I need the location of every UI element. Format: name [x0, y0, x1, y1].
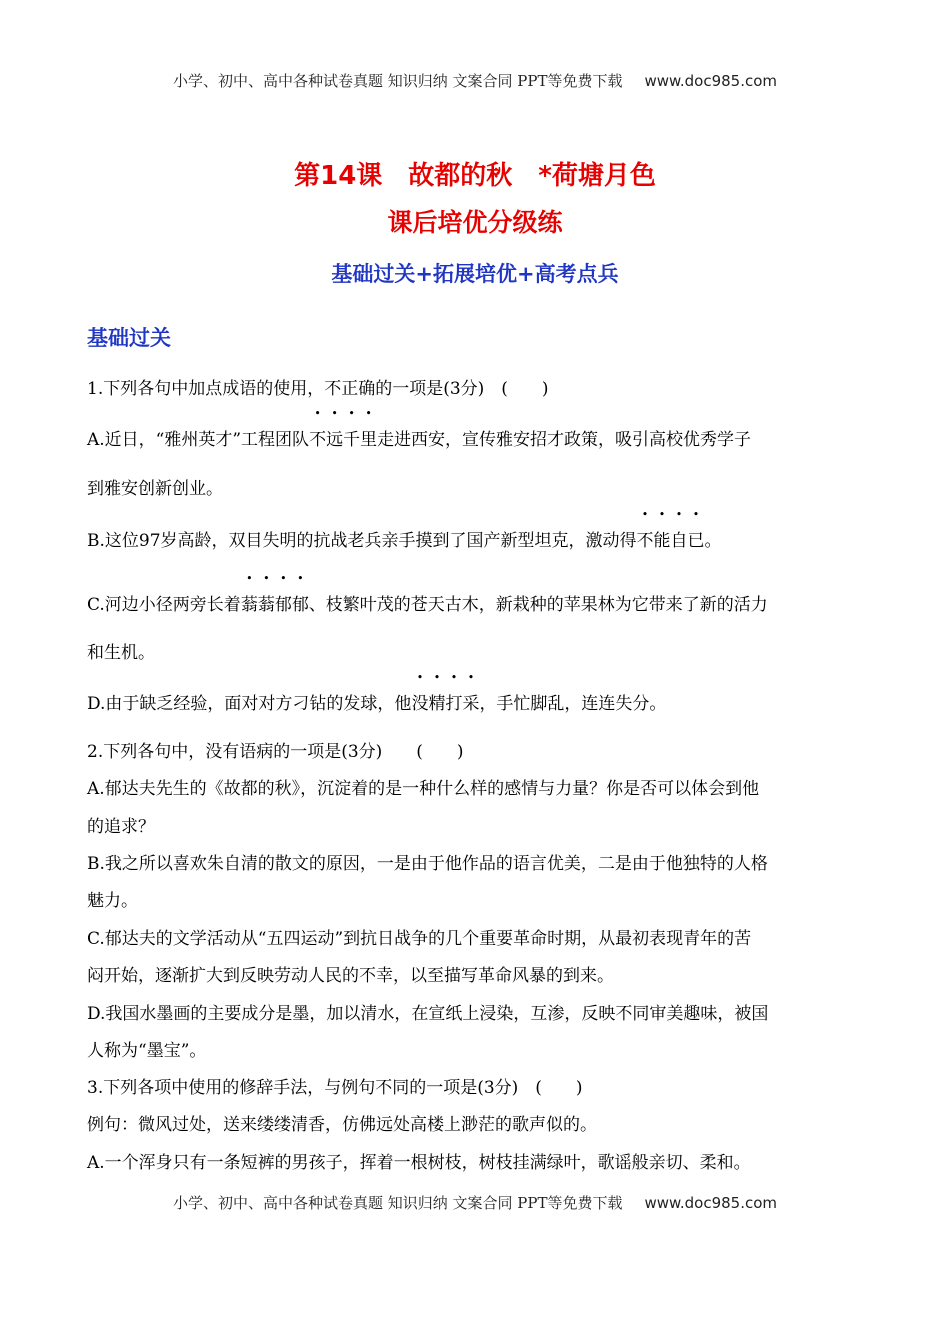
emphasis-char: 能 [653, 531, 671, 551]
emphasis-char: 郁 [274, 595, 292, 615]
q3-example: 例句：微风过处，送来缕缕清香，仿佛远处高楼上渺茫的歌声似的。 [87, 1115, 597, 1135]
practice-subtitle: 基础过关+拓展培优+高考点兵 [331, 262, 619, 286]
q2-option-a-cont: 的追求？ [87, 817, 155, 837]
q1-stem: 1.下列各句中加点成语的使用，不正确的一项是(3分) ( ) [87, 379, 549, 399]
emphasis-char: 采 [462, 694, 480, 714]
q1-d-pre: D.由于缺乏经验，面对对方刁钻的发球，他 [87, 694, 412, 714]
emphasis-char: 远 [326, 430, 344, 450]
emphasis-char: 精 [428, 694, 446, 714]
emphasis-char: 不 [636, 531, 654, 551]
footer-site-link[interactable]: www.doc985.com [644, 1194, 778, 1212]
q1-a-post: 走进西安，宣传雅安招才政策，吸引高校优秀学子 [377, 430, 752, 450]
q1-option-c-cont: 和生机。 [87, 643, 155, 663]
q2-option-c: C.郁达夫的文学活动从“五四运动”到抗日战争的几个重要革命时期，从最初表现青年的苦 [87, 929, 752, 949]
q2-option-d: D.我国水墨画的主要成分是墨，加以清水，在宣纸上浸染，互渗，反映不同审美趣味，被国 [87, 1004, 769, 1024]
emphasis-char: 里 [360, 430, 378, 450]
footer-text: 小学、初中、高中各种试卷真题 知识归纳 文案合同 PPT等免费下载 [172, 1194, 623, 1212]
q2-stem: 2.下列各句中，没有语病的一项是(3分) ( ) [87, 742, 464, 762]
emphasis-char: 自 [670, 531, 688, 551]
q3-option-a: A.一个浑身只有一条短裤的男孩子，挥着一根树枝，树枝挂满绿叶，歌谣般亲切、柔和。 [87, 1153, 751, 1173]
q1-c-pre: C.河边小径两旁长着 [87, 595, 241, 615]
page-header [0, 70, 950, 91]
q1-option-d [87, 689, 867, 714]
q1-b-pre: B.这位97岁高龄，双目失明的抗战老兵亲手摸到了国产新型坦克，激动得 [87, 531, 637, 551]
emphasis-char: 没 [411, 694, 429, 714]
header-text: 小学、初中、高中各种试卷真题 知识归纳 文案合同 PPT等免费下载 [172, 72, 623, 90]
q1-option-a-cont: 到雅安创新创业。 [87, 479, 223, 499]
q2-option-b: B.我之所以喜欢朱自清的散文的原因，一是由于他作品的语言优美，二是由于他独特的人格 [87, 854, 768, 874]
header-site-link[interactable]: www.doc985.com [644, 72, 778, 90]
q1-a-pre: A.近日，“雅州英才”工程团队 [87, 430, 310, 450]
emphasis-char: 蓊 [257, 595, 275, 615]
q1-b-post: 。 [704, 531, 722, 551]
q2-option-a: A.郁达夫先生的《故都的秋》，沉淀着的是一种什么样的感情与力量？你是否可以体会到他 [87, 779, 760, 799]
emphasis-char: 蓊 [240, 595, 258, 615]
q1-option-c [87, 590, 867, 615]
q1-c-post: 、枝繁叶茂的苍天古木，新栽种的苹果林为它带来了新的活力 [308, 595, 768, 615]
practice-title: 课后培优分级练 [387, 208, 563, 237]
q2-option-d-cont: 人称为“墨宝”。 [87, 1041, 207, 1061]
emphasis-char: 千 [343, 430, 361, 450]
q1-option-a [87, 425, 867, 450]
emphasis-char: 不 [309, 430, 327, 450]
emphasis-char: 郁 [291, 595, 309, 615]
q1-option-b [87, 526, 867, 551]
q2-option-c-cont: 闷开始，逐渐扩大到反映劳动人民的不幸，以至描写革命风暴的到来。 [87, 966, 614, 986]
section-heading: 基础过关 [87, 326, 171, 350]
q1-d-post: ，手忙脚乱，连连失分。 [479, 694, 667, 714]
emphasis-char: 已 [687, 531, 705, 551]
lesson-title: 第14课 故都的秋 *荷塘月色 [294, 161, 656, 191]
emphasis-char: 打 [445, 694, 463, 714]
page-footer [0, 1192, 950, 1213]
q2-option-b-cont: 魅力。 [87, 891, 138, 911]
q3-stem: 3.下列各项中使用的修辞手法，与例句不同的一项是(3分) ( ) [87, 1078, 583, 1098]
